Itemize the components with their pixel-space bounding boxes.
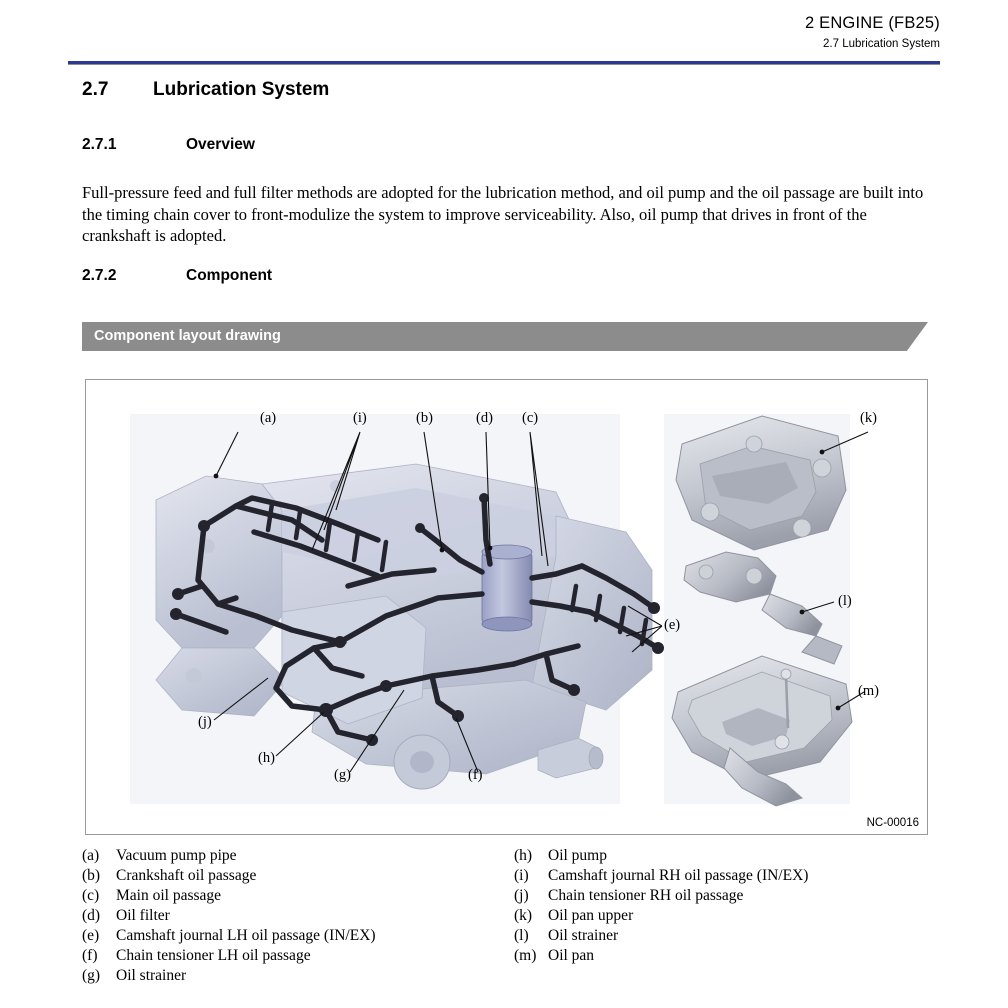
figure-callout-k: (k) xyxy=(860,410,877,426)
oil-pan-upper-part xyxy=(676,416,846,550)
section-title-overview: Overview xyxy=(186,136,255,153)
overview-paragraph: Full-pressure feed and full filter methods are adopted for the lubrication method, and oil pump and the oil passage are built into the timing chain cover to front-modulize the system to improve serviceability. Also, oil pump that drives in front of the crankshaft is adopted. xyxy=(82,183,924,245)
component-layout-figure xyxy=(85,379,928,835)
list-item xyxy=(514,906,954,926)
figure-code: NC-00016 xyxy=(866,817,919,829)
list-item xyxy=(82,946,512,966)
legend-key: (l) xyxy=(514,927,529,944)
figure-callout-e: (e) xyxy=(664,617,681,633)
legend-key: (k) xyxy=(514,907,533,924)
section-number-main: 2.7 xyxy=(82,79,109,100)
section-title-component: Component xyxy=(186,267,273,284)
legend-text: Oil strainer xyxy=(116,967,187,984)
figure-callout-i: (i) xyxy=(353,410,367,426)
legend-text: Main oil passage xyxy=(116,887,222,904)
legend-text: Chain tensioner LH oil passage xyxy=(116,947,311,964)
figure-callout-j: (j) xyxy=(198,714,212,730)
banner-label: Component layout drawing xyxy=(94,328,281,344)
list-item xyxy=(514,846,954,866)
section-heading-component xyxy=(82,267,272,285)
legend-key: (a) xyxy=(82,847,100,864)
legend-key: (j) xyxy=(514,887,529,904)
header-divider-grey xyxy=(68,64,940,65)
legend-text: Oil pan upper xyxy=(548,907,634,924)
component-layout-banner xyxy=(82,322,928,351)
legend-text: Oil strainer xyxy=(548,927,619,944)
list-item xyxy=(514,946,954,966)
figure-callout-d: (d) xyxy=(476,410,493,426)
legend-key: (h) xyxy=(514,847,533,864)
legend-key: (c) xyxy=(82,887,100,904)
list-item xyxy=(514,866,954,886)
legend-key: (d) xyxy=(82,907,101,924)
list-item xyxy=(82,886,512,906)
figure-callout-a: (a) xyxy=(260,410,277,426)
legend-key: (f) xyxy=(82,947,98,964)
header-title: 2 ENGINE (FB25) xyxy=(804,14,940,32)
figure-callout-m: (m) xyxy=(858,683,879,699)
section-number-component: 2.7.2 xyxy=(82,267,117,284)
legend-text: Oil filter xyxy=(116,907,170,924)
figure-callout-h: (h) xyxy=(258,750,275,766)
list-item xyxy=(82,906,512,926)
legend-key: (e) xyxy=(82,927,100,944)
section-heading-main xyxy=(82,79,329,101)
figure-callout-b: (b) xyxy=(416,410,433,426)
header-subtitle: 2.7 Lubrication System xyxy=(823,38,940,50)
list-item xyxy=(82,846,512,866)
legend-key: (g) xyxy=(82,967,101,984)
legend-column-left xyxy=(82,846,512,986)
legend-text: Vacuum pump pipe xyxy=(116,847,237,864)
list-item xyxy=(514,926,954,946)
lubrication-system-illustration xyxy=(86,380,927,834)
oil-pan-part xyxy=(672,656,852,806)
legend-text: Oil pan xyxy=(548,947,595,964)
oil-strainer-part xyxy=(684,552,842,664)
figure-callout-f: (f) xyxy=(468,767,483,783)
legend-text: Chain tensioner RH oil passage xyxy=(548,887,744,904)
legend-key: (b) xyxy=(82,867,101,884)
list-item xyxy=(514,886,954,906)
page-header xyxy=(805,14,940,50)
section-number-overview: 2.7.1 xyxy=(82,136,117,153)
legend-text: Oil pump xyxy=(548,847,607,864)
figure-callout-c: (c) xyxy=(522,410,539,426)
legend-key: (m) xyxy=(514,947,537,964)
list-item xyxy=(82,966,512,986)
legend-text: Crankshaft oil passage xyxy=(116,867,257,884)
legend-key: (i) xyxy=(514,867,529,884)
legend-text: Camshaft journal RH oil passage (IN/EX) xyxy=(548,867,809,884)
legend-text: Camshaft journal LH oil passage (IN/EX) xyxy=(116,927,376,944)
page-title: Lubrication System xyxy=(153,79,330,100)
legend-column-right xyxy=(514,846,954,966)
list-item xyxy=(82,866,512,886)
list-item xyxy=(82,926,512,946)
section-heading-overview xyxy=(82,136,255,154)
figure-callout-g: (g) xyxy=(334,767,351,783)
figure-callout-l: (l) xyxy=(838,593,852,609)
